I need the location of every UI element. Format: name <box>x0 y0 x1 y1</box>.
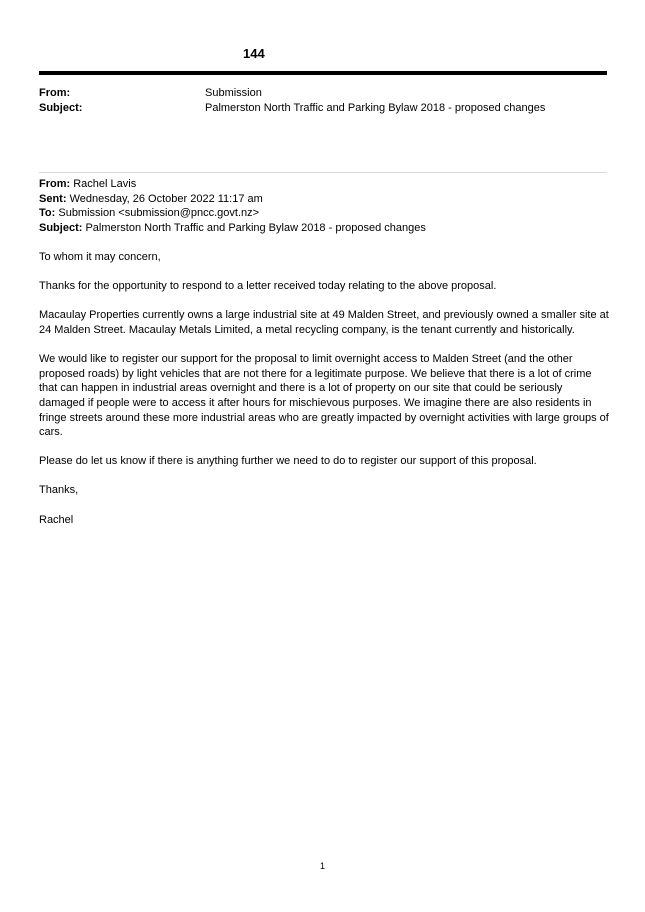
message-header <box>39 86 607 116</box>
email-body-paragraph: Please do let us know if there is anything further we need to do to register our support of this proposal. <box>39 455 537 468</box>
email-body-paragraph: We would like to register our support for the proposal to limit overnight access to Malden Street (and the other proposed roads) by light vehicles that are not there for a legitimate purpose. We believe that there is a lot of crime that can happen in industrial areas overnight and there is a lot of property on our site that could be seriously damaged if people were to access it after hours for mischievous purposes. We imagine there are also residents in fringe streets around these more industrial areas who are greatly impacted by overnight activities with large groups of cars. <box>39 353 609 439</box>
email-subject-label: Subject: <box>39 221 83 234</box>
email-from-label: From: <box>39 178 71 190</box>
email-sent-line <box>39 192 609 207</box>
header-divider <box>39 71 607 75</box>
email-divider <box>39 172 607 173</box>
header-subject-value: Palmerston North Traffic and Parking Bylaw 2018 - proposed changes <box>205 102 546 114</box>
email-from-value: Rachel Lavis <box>73 178 137 190</box>
header-from-label: From: <box>39 87 71 99</box>
email-subject-line <box>39 221 609 236</box>
email-sent-value: Wednesday, 26 October 2022 11:17 am <box>69 192 263 205</box>
email-signoff: Thanks, <box>39 484 79 497</box>
email-from-line <box>39 177 609 192</box>
header-from-value: Submission <box>205 87 262 99</box>
header-subject-label: Subject: <box>39 102 83 114</box>
email-body-paragraph: Macaulay Properties currently owns a large industrial site at 49 Malden Street, and previously owned a smaller site at 24 Malden Street. Macaulay Metals Limited, a metal recycling company, is the tenant currently and historically. <box>39 309 609 336</box>
email-to-value: Submission <submission@pncc.govt.nz> <box>58 207 260 220</box>
forwarded-email <box>39 177 609 527</box>
email-to-line <box>39 206 609 221</box>
email-signature-name: Rachel <box>39 513 74 526</box>
email-body-paragraph: Thanks for the opportunity to respond to a letter received today relating to the above proposal. <box>39 280 497 293</box>
header-subject-row <box>39 101 607 116</box>
page-number-top: 144 <box>243 46 265 61</box>
header-from-row <box>39 86 607 101</box>
email-to-label: To: <box>39 207 56 220</box>
email-body-greeting: To whom it may concern, <box>39 250 161 263</box>
email-sent-label: Sent: <box>39 192 67 205</box>
footer-page-number: 1 <box>319 861 325 871</box>
email-subject-value: Palmerston North Traffic and Parking Bylaw 2018 - proposed changes <box>85 221 426 234</box>
